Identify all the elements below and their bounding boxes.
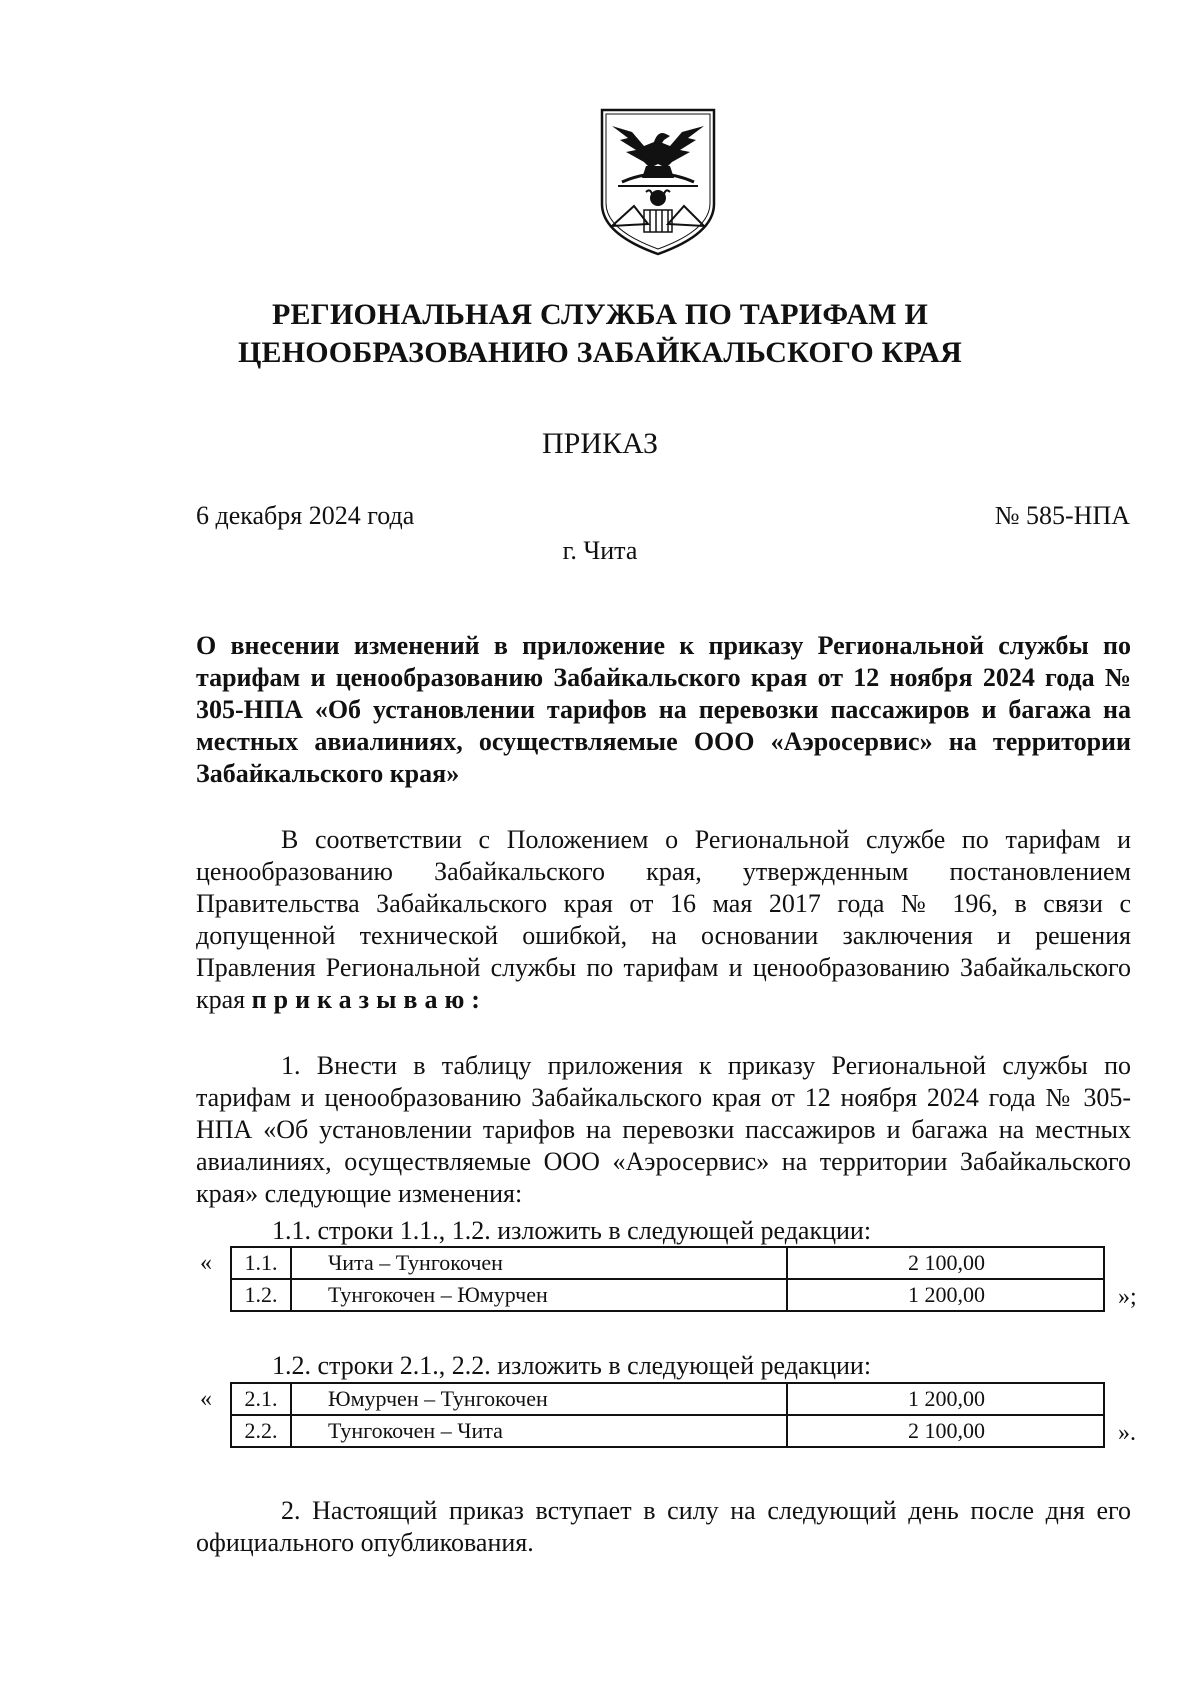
route-name: Тунгокочен – Юмурчен — [291, 1279, 787, 1311]
document-subject: О внесении изменений в приложение к приказу Региональной службы по тарифам и ценообразованию Забайкальского края от 12 ноября 2024 года № 305-НПА «Об установлении тарифов на перевозки пассажиров и багажа на местных авиалиниях, осуществляемые ООО «Аэросервис» на территории Забайкальского края» — [196, 631, 1131, 788]
tariff-value: 1 200,00 — [787, 1279, 1104, 1311]
coat-of-arms-icon — [598, 106, 718, 258]
agency-name-line2: ЦЕНООБРАЗОВАНИЮ ЗАБАЙКАЛЬСКОГО КРАЯ — [237, 336, 963, 369]
table2-open-quote: « — [200, 1386, 212, 1412]
row-number: 1.1. — [231, 1247, 291, 1279]
subitem-1-1: 1.1. строки 1.1., 1.2. изложить в следующей редакции: — [272, 1216, 872, 1245]
order-emphasis: приказываю: — [251, 985, 487, 1014]
route-name: Чита – Тунгокочен — [291, 1247, 787, 1279]
tariff-table-2 — [230, 1382, 1105, 1448]
document-number: № 585-НПА — [994, 501, 1130, 530]
tariff-value: 2 100,00 — [787, 1415, 1104, 1447]
table-row — [231, 1415, 1104, 1447]
document-type: ПРИКАЗ — [542, 427, 658, 460]
tariff-table-1 — [230, 1246, 1105, 1312]
document-date: 6 декабря 2024 года — [196, 501, 415, 530]
table-row — [231, 1247, 1104, 1279]
table-row — [231, 1279, 1104, 1311]
row-number: 1.2. — [231, 1279, 291, 1311]
route-name: Юмурчен – Тунгокочен — [291, 1383, 787, 1415]
table-row — [231, 1383, 1104, 1415]
table1-open-quote: « — [200, 1250, 212, 1276]
basis-text: В соответствии с Положением о Региональной службе по тарифам и ценообразованию Забайкальского края, утвержденным постановлением Правительства Забайкальского края от 16 мая 2017 года № 196, в связи с допущенной технической ошибкой, на основании заключения и решения Правления Региональной службы по тарифам и ценообразованию Забайкальского края — [196, 825, 1131, 1014]
subitem-1-2: 1.2. строки 2.1., 2.2. изложить в следующей редакции: — [272, 1351, 872, 1380]
agency-name-line1: РЕГИОНАЛЬНАЯ СЛУЖБА ПО ТАРИФАМ И — [271, 298, 929, 331]
item-1-paragraph: 1. Внести в таблицу приложения к приказу Региональной службы по тарифам и ценообразованию Забайкальского края от 12 ноября 2024 года № 305-НПА «Об установлении тарифов на перевозки пассажиров и багажа на местных авиалиниях, осуществляемые ООО «Аэросервис» на территории Забайкальского края» следующие изменения: — [196, 1051, 1131, 1208]
basis-paragraph — [196, 824, 1131, 1016]
item-2-paragraph: 2. Настоящий приказ вступает в силу на следующий день после дня его официального опубликования. — [196, 1496, 1131, 1557]
table1-close-quote: »; — [1118, 1284, 1137, 1310]
table2-close-quote: ». — [1118, 1420, 1136, 1446]
route-name: Тунгокочен – Чита — [291, 1415, 787, 1447]
tariff-value: 2 100,00 — [787, 1247, 1104, 1279]
document-city: г. Чита — [562, 536, 638, 565]
tariff-value: 1 200,00 — [787, 1383, 1104, 1415]
row-number: 2.2. — [231, 1415, 291, 1447]
row-number: 2.1. — [231, 1383, 291, 1415]
